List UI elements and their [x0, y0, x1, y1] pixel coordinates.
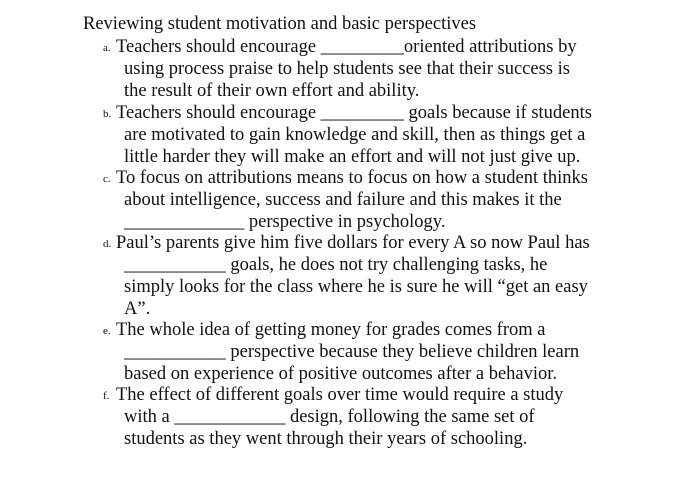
- section-heading: Reviewing student motivation and basic perspectives: [83, 14, 477, 34]
- item-line: To focus on attributions means to focus on how a student thinks: [116, 168, 588, 188]
- item-line: _____________ perspective in psychology.: [124, 212, 446, 232]
- item-line: Teachers should encourage _________oriented attributions by: [116, 37, 577, 57]
- item-line: the result of their own effort and ability.: [124, 81, 420, 101]
- item-letter: c.: [103, 173, 111, 185]
- item-letter: a.: [103, 42, 111, 54]
- item-line: A”.: [124, 299, 151, 319]
- item-line: little harder they will make an effort and will not just give up.: [124, 147, 581, 167]
- item-line: with a ____________ design, following the same set of: [124, 407, 535, 427]
- item-line: The whole idea of getting money for grades comes from a: [116, 320, 546, 340]
- item-letter: d.: [103, 238, 112, 250]
- item-line: Paul’s parents give him five dollars for every A so now Paul has: [116, 233, 590, 253]
- item-line: The effect of different goals over time would require a study: [116, 385, 564, 405]
- item-line: ___________ goals, he does not try challenging tasks, he: [124, 255, 548, 275]
- item-line: based on experience of positive outcomes after a behavior.: [124, 364, 558, 384]
- item-letter: b.: [103, 108, 112, 120]
- item-line: about intelligence, success and failure and this makes it the: [124, 190, 562, 210]
- item-letter: e.: [103, 325, 111, 337]
- item-line: ___________ perspective because they believe children learn: [124, 342, 580, 362]
- item-line: using process praise to help students see that their success is: [124, 59, 570, 79]
- item-line: Teachers should encourage _________ goals because if students: [116, 103, 592, 123]
- item-line: are motivated to gain knowledge and skill, then as things get a: [124, 125, 586, 145]
- item-line: students as they went through their years of schooling.: [124, 429, 528, 449]
- item-letter: f.: [103, 390, 110, 402]
- item-line: simply looks for the class where he is sure he will “get an easy: [124, 277, 588, 297]
